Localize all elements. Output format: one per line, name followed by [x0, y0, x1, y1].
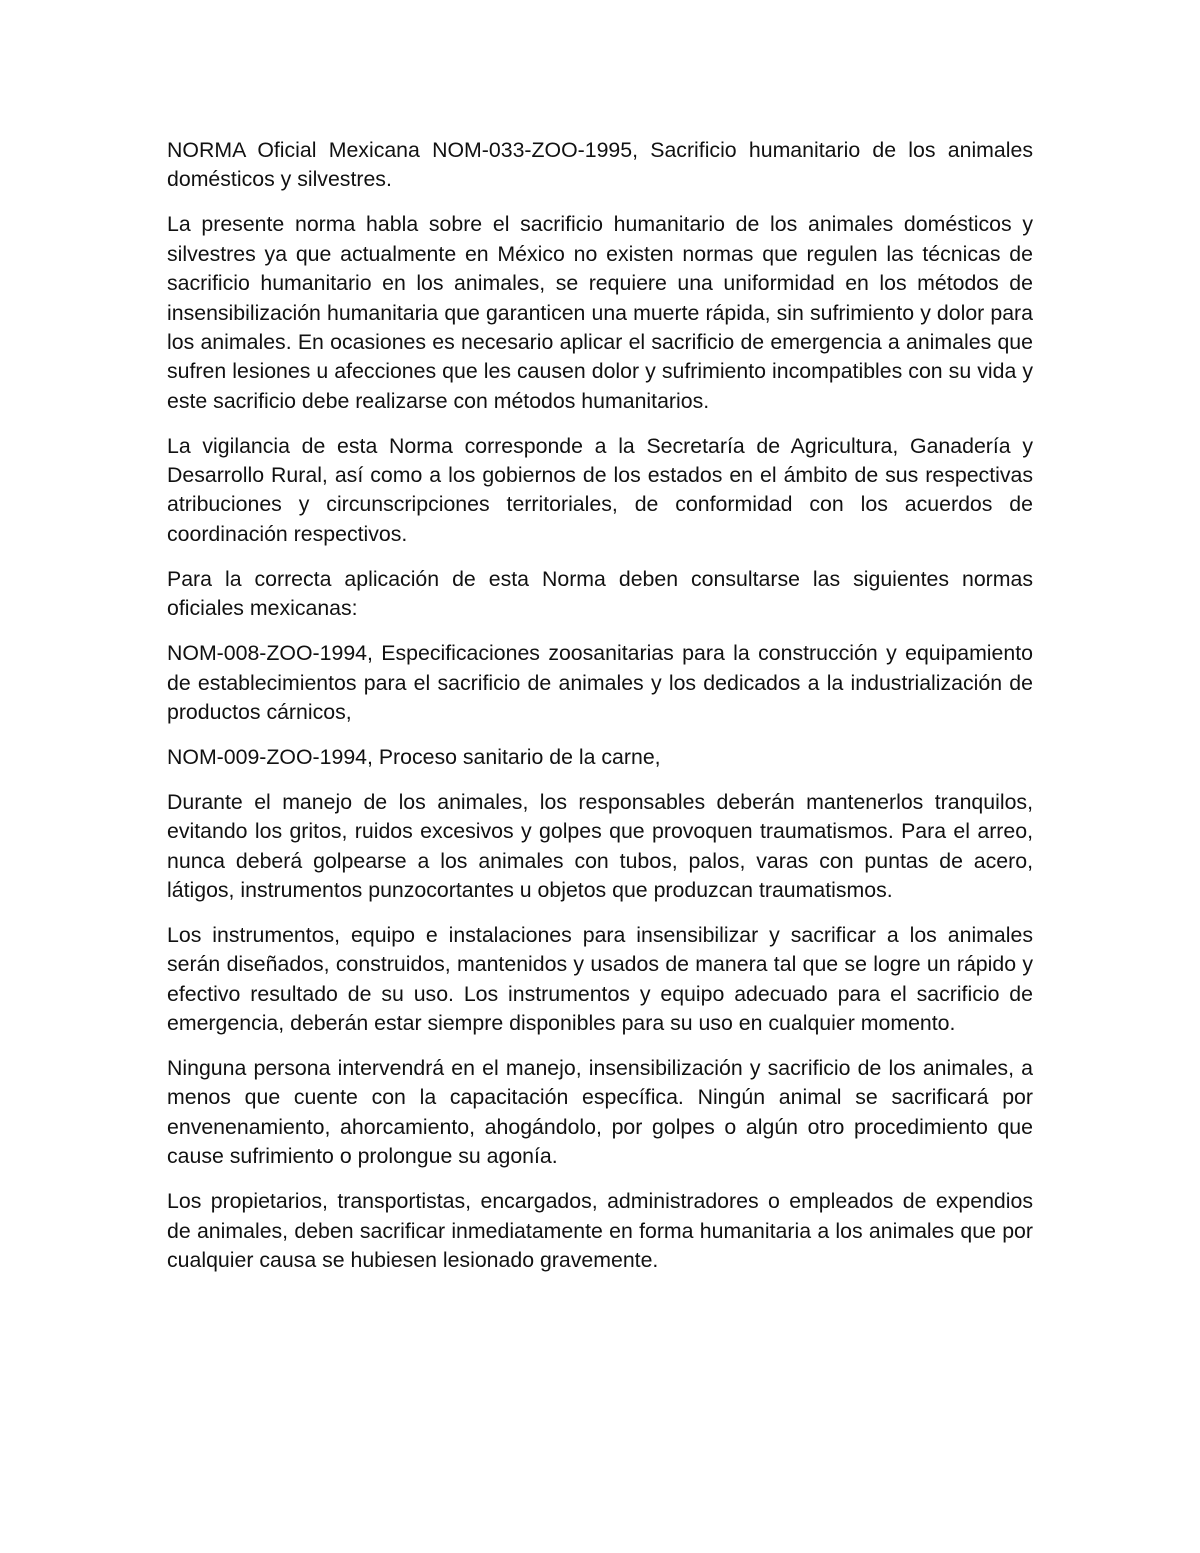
reference-nom-008: NOM-008-ZOO-1994, Especificaciones zoosanitarias para la construcción y equipamiento de establecimientos para el sacrificio de animales y los dedicados a la industrialización de productos cárnicos,: [167, 641, 1033, 724]
body-paragraph-owners: Los propietarios, transportistas, encargados, administradores o empleados de expendios de animales, deben sacrificar inmediatamente en forma humanitaria a los animales que por cualquier causa se hubiesen lesionado gravemente.: [167, 1189, 1033, 1272]
body-paragraph-vigilance: La vigilancia de esta Norma corresponde a la Secretaría de Agricultura, Ganadería y Desarrollo Rural, así como a los gobiernos de los estados en el ámbito de sus respectivas atribuciones y circunscripciones territoriales, de conformidad con los acuerdos de coordinación respectivos.: [167, 433, 1033, 546]
body-paragraph-handling: Durante el manejo de los animales, los responsables deberán mantenerlos tranquilos, evitando los gritos, ruidos excesivos y golpes que provoquen traumatismos. Para el arreo, nunca deberá golpearse a los animales con tubos, palos, varas con puntas de acero, látigos, instrumentos punzocortantes u objetos que produzcan traumatismos.: [167, 789, 1033, 902]
body-paragraph-references-intro: Para la correcta aplicación de esta Norma deben consultarse las siguientes normas oficiales mexicanas:: [167, 566, 1033, 621]
body-paragraph-training: Ninguna persona intervendrá en el manejo, insensibilización y sacrificio de los animales, a menos que cuente con la capacitación específica. Ningún animal se sacrificará por envenenamiento, ahorcamiento, ahogándolo, por golpes o algún otro procedimiento que cause sufrimiento o prolongue su agonía.: [167, 1055, 1033, 1169]
document-page: [167, 136, 1033, 1291]
reference-nom-009: NOM-009-ZOO-1994, Proceso sanitario de la carne,: [167, 744, 661, 769]
body-paragraph-purpose: La presente norma habla sobre el sacrificio humanitario de los animales domésticos y silvestres ya que actualmente en México no existen normas que regulen las técnicas de sacrificio humanitario en los animales, se requiere una uniformidad en los métodos de insensibilización humanitaria que garanticen una muerte rápida, sin sufrimiento y dolor para los animales. En ocasiones es necesario aplicar el sacrificio de emergencia a animales que sufren lesiones u afecciones que les causen dolor y sufrimiento incompatibles con su vida y este sacrificio debe realizarse con métodos humanitarios.: [167, 212, 1033, 413]
body-paragraph-instruments: Los instrumentos, equipo e instalaciones para insensibilizar y sacrificar a los animales serán diseñados, construidos, mantenidos y usados de manera tal que se logre un rápido y efectivo resultado de su uso. Los instrumentos y equipo adecuado para el sacrificio de emergencia, deberán estar siempre disponibles para su uso en cualquier momento.: [167, 922, 1033, 1036]
document-title-paragraph: NORMA Oficial Mexicana NOM-033-ZOO-1995, Sacrificio humanitario de los animales domésticos y silvestres.: [167, 138, 1033, 192]
